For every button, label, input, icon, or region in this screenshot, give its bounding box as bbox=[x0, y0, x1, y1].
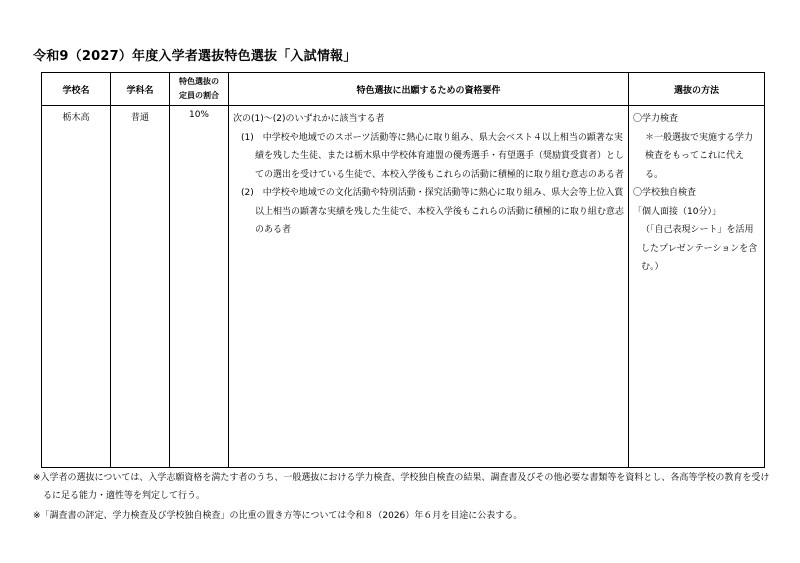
cell-method bbox=[629, 106, 765, 468]
page-title: 令和9（2027）年度入学者選抜特色選抜「入試情報」 bbox=[33, 49, 357, 64]
requirement-item-1: (1) 中学校や地域でのスポーツ活動等に熱心に取り組み、県大会ベスト４以上相当の顕著な実績を残した生徒、または栃木県中学校体育連盟の優秀選手・有望選手（奨励賞受賞者）としての選出を受けている生徒で、本校入学後もこれらの活動に積極的に取り組む意志のある者 bbox=[241, 132, 625, 180]
header-ratio-line2: 定員の割合 bbox=[179, 91, 219, 100]
header-ratio bbox=[170, 73, 229, 106]
cell-requirements bbox=[229, 106, 629, 468]
footnote-2: ※「調査書の評定、学力検査及び学校独自検査」の比重の置き方等については令和８（2026）年６月を目途に公表する。 bbox=[33, 511, 523, 521]
method-interview: 「個人面接（10分）」 bbox=[633, 206, 721, 217]
cell-school: 栃木高 bbox=[42, 106, 111, 468]
selection-requirements-table bbox=[41, 72, 765, 468]
method-interview-note: （「自己表現シート」を活用したプレゼンテーションを含む。） bbox=[641, 225, 758, 272]
method-test-desc: ＊一般選抜で実施する学力検査をもってこれに代える。 bbox=[645, 132, 754, 180]
header-method: 選抜の方法 bbox=[629, 73, 765, 106]
table-row bbox=[42, 106, 765, 468]
requirements-intro: 次の(1)～(2)のいずれかに該当する者 bbox=[233, 114, 385, 124]
header-ratio-line1: 特色選抜の bbox=[179, 77, 219, 86]
requirement-item-2: (2) 中学校や地域での文化活動や特別活動・探究活動等に熱心に取り組み、県大会等上位入賞以上相当の顕著な実績を残した生徒で、本校入学後もこれらの活動に積極的に取り組む意志のある者 bbox=[241, 188, 624, 235]
footnote-1: ※入学者の選抜については、入学志願資格を満たす者のうち、一般選抜における学力検査、学校独自検査の結果、調査書及びその他必要な書類等を資料とし、各高等学校の教育を受けるに足る能力・適性等を判定して行う。 bbox=[33, 473, 770, 501]
header-requirements: 特色選抜に出願するための資格要件 bbox=[229, 73, 629, 106]
header-course: 学科名 bbox=[111, 73, 170, 106]
method-test-heading: 〇学力検査 bbox=[633, 114, 679, 124]
cell-ratio: 10% bbox=[170, 106, 229, 468]
header-school: 学校名 bbox=[42, 73, 111, 106]
method-school-test-heading: 〇学校独自検査 bbox=[633, 188, 697, 198]
cell-course: 普通 bbox=[111, 106, 170, 468]
table-header-row bbox=[42, 73, 765, 106]
footnotes bbox=[33, 469, 773, 525]
